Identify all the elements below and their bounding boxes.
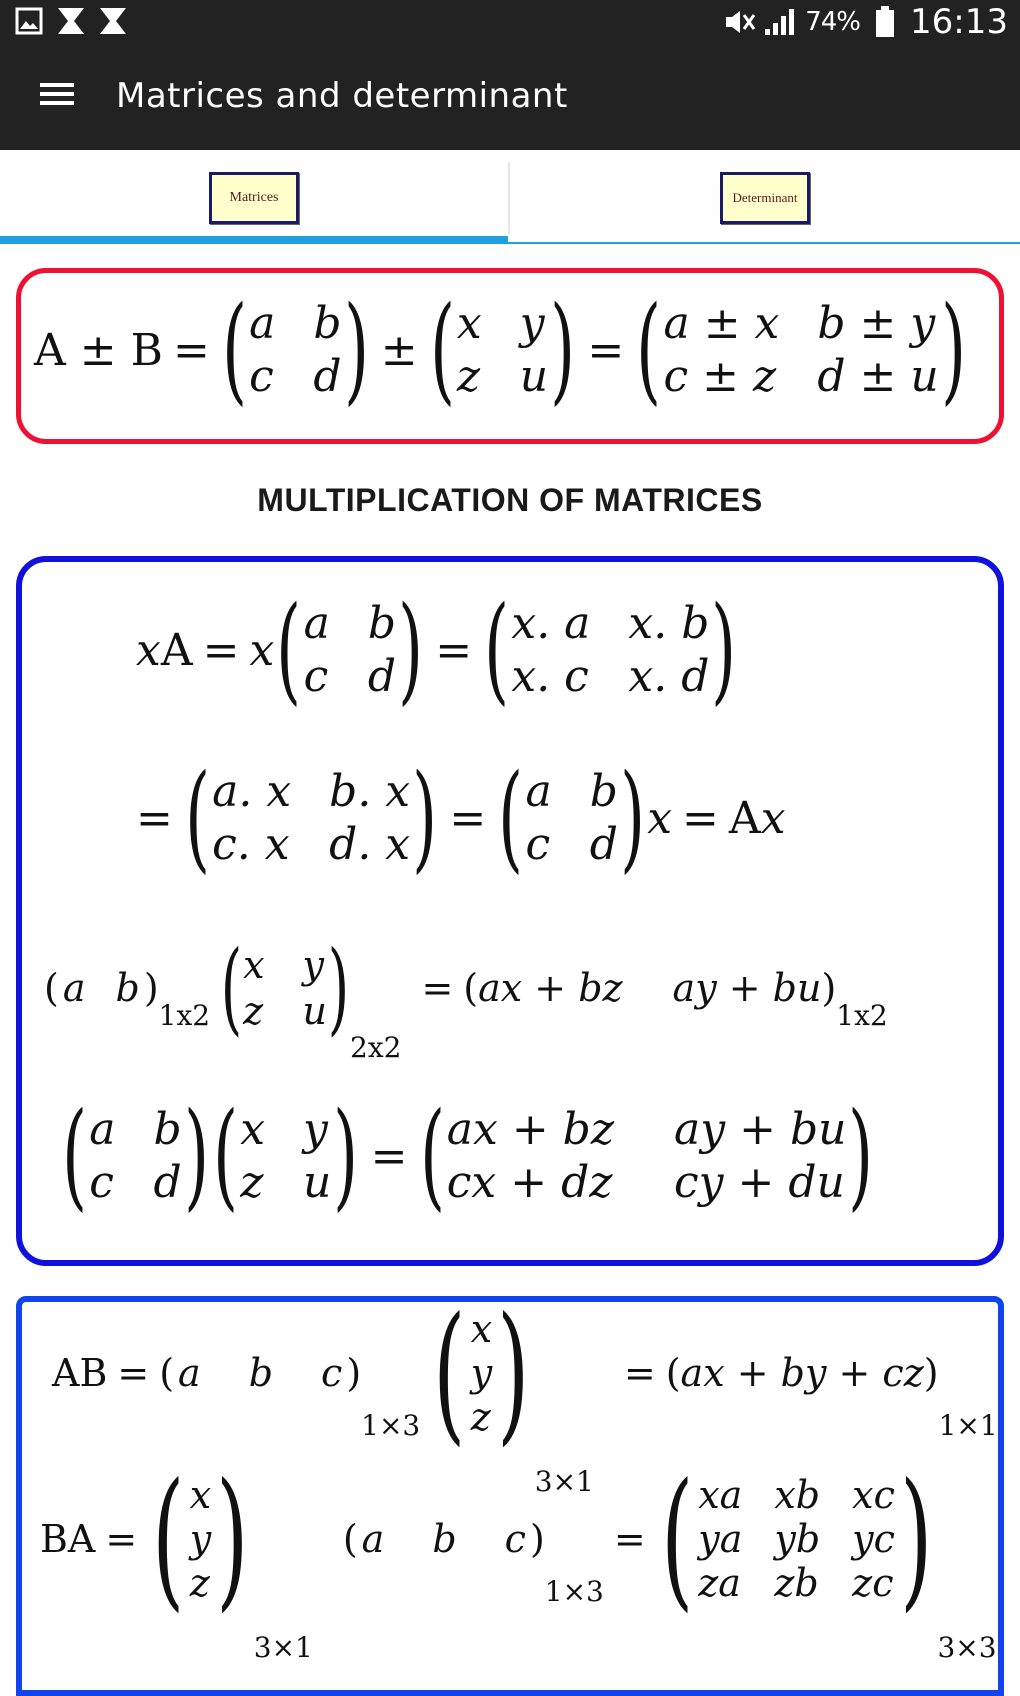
scalar-x: x [249, 624, 275, 676]
plus-minus-sign: ± [380, 324, 418, 376]
matrix-cell: c. x [212, 819, 290, 870]
battery-icon [870, 7, 900, 37]
vector-cell: c [321, 1351, 343, 1395]
matrix-cell: u [519, 351, 549, 402]
notification-icons [14, 6, 128, 36]
matrix-cell: d [153, 1157, 182, 1208]
tab-bar [0, 150, 1020, 246]
vector-cell: a [361, 1517, 385, 1561]
tab-determinant[interactable] [510, 150, 1020, 246]
vector-cell: y [470, 1351, 493, 1395]
matrix-xyzu: ( x y z u ) [220, 929, 350, 1046]
matrix-abcd: ( a b c d ) [498, 750, 646, 885]
matrix-cell: b [589, 766, 618, 817]
matrix-cell: cy + du [674, 1157, 845, 1208]
matrix-cell: xa [698, 1473, 743, 1517]
dimension-label: 3×3 [937, 1631, 997, 1664]
row-vector-times-matrix-formula: ( a b ) 1x2 ( x y z u ) 2x2 = ( ax + bz ay + bu ) 1x2 [44, 929, 888, 1064]
product-label: AB [52, 1351, 108, 1395]
matrix-cell: b [367, 598, 396, 649]
mute-icon [725, 7, 755, 37]
dimension-label: 1×1 [938, 1409, 998, 1442]
vector-cell: x [470, 1307, 493, 1351]
matrix-cell: x [456, 298, 482, 349]
tab-determinant-label: Determinant [720, 172, 810, 224]
scalar-x: x [136, 624, 161, 676]
matrix-cell: d ± u [817, 351, 939, 402]
matrix-cell: z [243, 989, 264, 1033]
vector-cell: b [115, 966, 140, 1010]
menu-icon[interactable] [40, 78, 80, 118]
matrix-cell: yc [852, 1517, 895, 1561]
matrix-cell: ay + bu [674, 1104, 847, 1155]
scalar-x: x [760, 792, 786, 844]
scalar-x: x [647, 792, 673, 844]
matrix-cell: b ± y [817, 298, 936, 349]
equals-sign: = [172, 324, 210, 376]
equals-sign: = [136, 792, 173, 844]
matrix-cell: cx + dz [446, 1157, 613, 1208]
matrix-cell: c [249, 351, 274, 402]
scalar-commutative-formula [136, 750, 786, 885]
matrix-cell: yb [774, 1517, 821, 1561]
vector-cell: z [189, 1561, 210, 1605]
matrix-xy: ( x y z u ) [429, 282, 576, 417]
vector-cell: ay + bu [672, 966, 822, 1010]
clock: 16:13 [910, 2, 1008, 42]
matrix-cell: c [303, 651, 329, 702]
equals-sign: = [370, 1130, 408, 1182]
matrix-abcd: ( a b c d ) [62, 1088, 209, 1223]
matrix-cell: u [303, 1157, 332, 1208]
matrix-cell: d [589, 819, 618, 870]
dimension-label: 1×3 [544, 1575, 604, 1608]
matrix-product-result: ( ax + bz ay + bu cx + dz cy + du ) [419, 1088, 874, 1223]
matrix-cell: za [698, 1561, 741, 1605]
matrix-cell: u [302, 989, 327, 1033]
equals-sign: = [682, 792, 719, 844]
matrix-cell: d [313, 351, 342, 402]
matrix-A-label: A [728, 792, 761, 844]
matrix-cell: ax + bz [446, 1104, 615, 1155]
signal-icon [765, 7, 795, 37]
vector-cell: z [470, 1395, 491, 1439]
dimension-label: 3×1 [534, 1465, 594, 1498]
matrix-cell: a [89, 1104, 116, 1155]
gallery-notification-icon [14, 6, 44, 36]
dimension-label: 3×1 [253, 1631, 313, 1664]
system-icons [725, 2, 1008, 42]
equals-sign: = [613, 1517, 646, 1561]
vector-cell: ax + bz [478, 966, 623, 1010]
app-bar [0, 46, 1020, 150]
vector-cell: b [248, 1351, 274, 1395]
app-notification-icon [98, 6, 128, 36]
matrix-cell: c [89, 1157, 114, 1208]
matrix-cell: c ± z [663, 351, 777, 402]
equals-sign: = [435, 624, 473, 676]
matrix-cell: z [456, 351, 481, 402]
dimension-label: 1x2 [836, 999, 888, 1032]
matrix-cell: x [240, 1104, 266, 1155]
matrix-sum: ( a ± x b ± y c ± z d ± u ) [636, 282, 966, 417]
dimension-label: 2x2 [350, 1031, 402, 1064]
matrix-cell: xb [774, 1473, 821, 1517]
equals-sign: = [449, 792, 487, 844]
vector-cell: a [62, 966, 86, 1010]
equals-sign: = [202, 624, 240, 676]
product-label: BA [40, 1517, 96, 1561]
vector-cell: a [178, 1351, 201, 1395]
column-times-row-formula: BA = ( x y z ) 3×1 ( a b c ) 1×3 = ( xa xb xc ya yb yc za zb zc ) 3×3 [40, 1452, 997, 1664]
matrix-cell: y [302, 943, 324, 987]
vector-cell: x [189, 1473, 212, 1517]
matrix-xyzu: ( x y z u ) [213, 1088, 359, 1223]
tab-matrices-label: Matrices [209, 172, 299, 224]
matrix-cell: c [525, 819, 551, 870]
matrix-cell: b [313, 298, 342, 349]
scalar-multiplication-formula [136, 582, 739, 717]
addition-lhs: A ± B [34, 324, 163, 376]
matrix-cell: x. a [511, 598, 591, 649]
matrix-product-formula [60, 1088, 876, 1223]
matrix-cell: a [525, 766, 552, 817]
row-times-column-formula: AB = ( a b c ) 1×3 ( x y z ) 3×1 = ( ax + by + cz ) 1×1 [52, 1286, 998, 1498]
matrix-cell: b. x [329, 766, 411, 817]
matrix-ab: ( a b c d ) [222, 282, 369, 417]
matrix-cell: d. x [329, 819, 411, 870]
outer-product-matrix: ( xa xb xc ya yb yc za zb zc ) [660, 1452, 933, 1626]
matrix-cell: d [367, 651, 396, 702]
matrix-scaled-right: ( a. x b. x c. x d. x ) [185, 750, 438, 885]
column-vector: ( x y z ) [433, 1286, 530, 1460]
battery-percent: 74% [805, 7, 861, 37]
equals-sign: = [587, 324, 625, 376]
vector-cell: y [189, 1517, 212, 1561]
matrix-cell: x. b [628, 598, 710, 649]
matrix-cell: z [240, 1157, 264, 1208]
addition-formula [34, 282, 968, 417]
status-bar [0, 0, 1020, 46]
vector-cell: c [504, 1517, 526, 1561]
app-title: Matrices and determinant [116, 76, 568, 116]
matrix-cell: zc [852, 1561, 894, 1605]
matrix-cell: a [303, 598, 330, 649]
equals-sign: = [421, 966, 454, 1010]
tab-matrices[interactable] [0, 150, 508, 246]
matrix-cell: y [303, 1104, 328, 1155]
dimension-label: 1×3 [361, 1409, 421, 1442]
equals-sign: = [105, 1517, 138, 1561]
equals-sign: = [623, 1351, 656, 1395]
matrix-cell: x. d [628, 651, 710, 702]
matrix-scaled: ( x. a x. b x. c x. d ) [484, 582, 737, 717]
matrix-cell: x [243, 943, 265, 987]
matrix-cell: x. c [511, 651, 589, 702]
dimension-label: 1x2 [158, 999, 211, 1032]
matrix-cell: a ± x [663, 298, 780, 349]
matrix-cell: ya [698, 1517, 743, 1561]
matrix-cell: y [519, 298, 545, 349]
matrix-cell: zb [774, 1561, 819, 1605]
app-notification-icon [56, 6, 86, 36]
matrix-cell: a. x [212, 766, 292, 817]
equals-sign: = [117, 1351, 150, 1395]
matrix-cell: b [153, 1104, 182, 1155]
product-result: ax + by + cz [680, 1351, 924, 1395]
tab-selected-indicator [0, 236, 508, 244]
matrix-A-label: A [160, 624, 193, 676]
matrix-abcd: ( a b c d ) [276, 582, 424, 717]
tab-underline [508, 242, 1020, 244]
column-vector: ( x y z ) [152, 1452, 249, 1626]
vector-cell: b [432, 1517, 457, 1561]
matrix-cell: xc [852, 1473, 895, 1517]
matrix-cell: a [249, 298, 276, 349]
section-heading: MULTIPLICATION OF MATRICES [257, 482, 763, 518]
